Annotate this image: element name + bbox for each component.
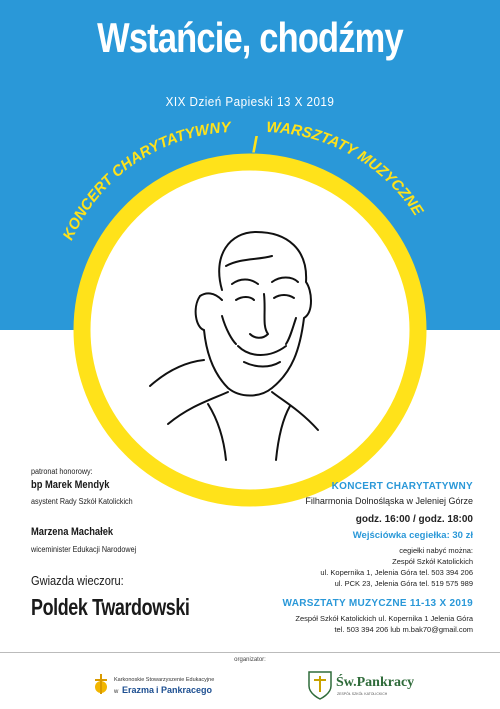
- workshops-line-2: tel. 503 394 206 lub m.bak70@gmail.com: [334, 625, 473, 634]
- star-name: Poldek Twardowski: [31, 594, 190, 620]
- patron-1: [31, 479, 123, 491]
- concert-times-wrap: [356, 514, 473, 525]
- patron-2: [31, 526, 128, 538]
- logo1-pankracego: i Pankracego: [156, 685, 213, 695]
- association-logo: [92, 672, 252, 698]
- concert-buy-1: Zespół Szkół Katolickich: [392, 557, 473, 566]
- poster-title: Wstańcie, chodźmy: [97, 14, 403, 61]
- logo1-prefix: w: [114, 689, 119, 695]
- poster-subtitle: XIX Dzień Papieski 13 X 2019: [165, 94, 335, 109]
- footer-divider: [0, 652, 500, 653]
- patron-1-role-wrap: [31, 497, 144, 506]
- concert-buy-3: ul. PCK 23, Jelenia Góra tel. 519 575 989: [334, 579, 473, 588]
- star-label: Gwiazda wieczoru:: [31, 573, 124, 588]
- concert-buy-1-wrap: [392, 557, 473, 566]
- patron-2-name: Marzena Machałek: [31, 526, 114, 538]
- patron-2-role: wiceminister Edukacji Narodowej: [31, 545, 137, 554]
- concert-ticket-wrap: [353, 530, 473, 541]
- concert-buy-2: ul. Kopernika 1, Jelenia Góra tel. 503 394 206: [320, 568, 473, 577]
- logo1-erazma: Erazma: [122, 685, 155, 695]
- workshops-line-1: Zespół Szkół Katolickich ul. Kopernika 1 Jelenia Góra: [295, 614, 473, 623]
- shield-icon: [309, 672, 331, 699]
- workshops-heading: WARSZTATY MUZYCZNE 11-13 X 2019: [282, 598, 473, 609]
- patrons-label: patronat honorowy:: [31, 467, 93, 476]
- concert-ticket: Wejściówka cegiełka: 30 zł: [352, 530, 473, 541]
- cross-sun-icon: [95, 674, 107, 694]
- concert-venue: Filharmonia Dolnośląska w Jeleniej Górze: [305, 496, 473, 506]
- patron-2-role-wrap: [31, 545, 148, 554]
- logo1-line1: Karkonoskie Stowarzyszenie Edukacyjne: [114, 677, 215, 683]
- concert-times: godz. 16:00 / godz. 18:00: [355, 514, 473, 525]
- arc-right-textpath: WARSZTATY MUZYCZNE: [265, 118, 427, 219]
- concert-buy-label-wrap: [399, 546, 473, 555]
- patrons-block: [31, 467, 100, 476]
- star-label-wrap: [31, 573, 140, 588]
- concert-buy-2-wrap: [320, 568, 473, 577]
- concert-heading-wrap: [332, 481, 473, 492]
- workshops-line-1-wrap: [295, 614, 473, 623]
- arc-left-textpath: KONCERT CHARYTATYWNY: [59, 119, 232, 243]
- concert-buy-label: cegiełki nabyć można:: [399, 546, 473, 555]
- star-name-wrap: [31, 594, 234, 621]
- concert-venue-wrap: [305, 496, 473, 506]
- school-logo: [306, 668, 426, 702]
- workshops-heading-wrap: [283, 598, 473, 609]
- arc-slash: /: [251, 132, 259, 157]
- organizer-label: organizator:: [234, 657, 266, 663]
- concert-heading: KONCERT CHARYTATYWNY: [331, 481, 473, 492]
- workshops-line-2-wrap: [334, 625, 473, 634]
- concert-buy-3-wrap: [335, 579, 473, 588]
- patron-1-role: asystent Rady Szkół Katolickich: [31, 497, 133, 506]
- logo2-text: Św.Pankracy: [336, 675, 415, 690]
- patron-1-name: bp Marek Mendyk: [31, 479, 110, 491]
- logo2-sub: ZESPÓŁ SZKÓŁ KATOLICKICH: [337, 692, 388, 696]
